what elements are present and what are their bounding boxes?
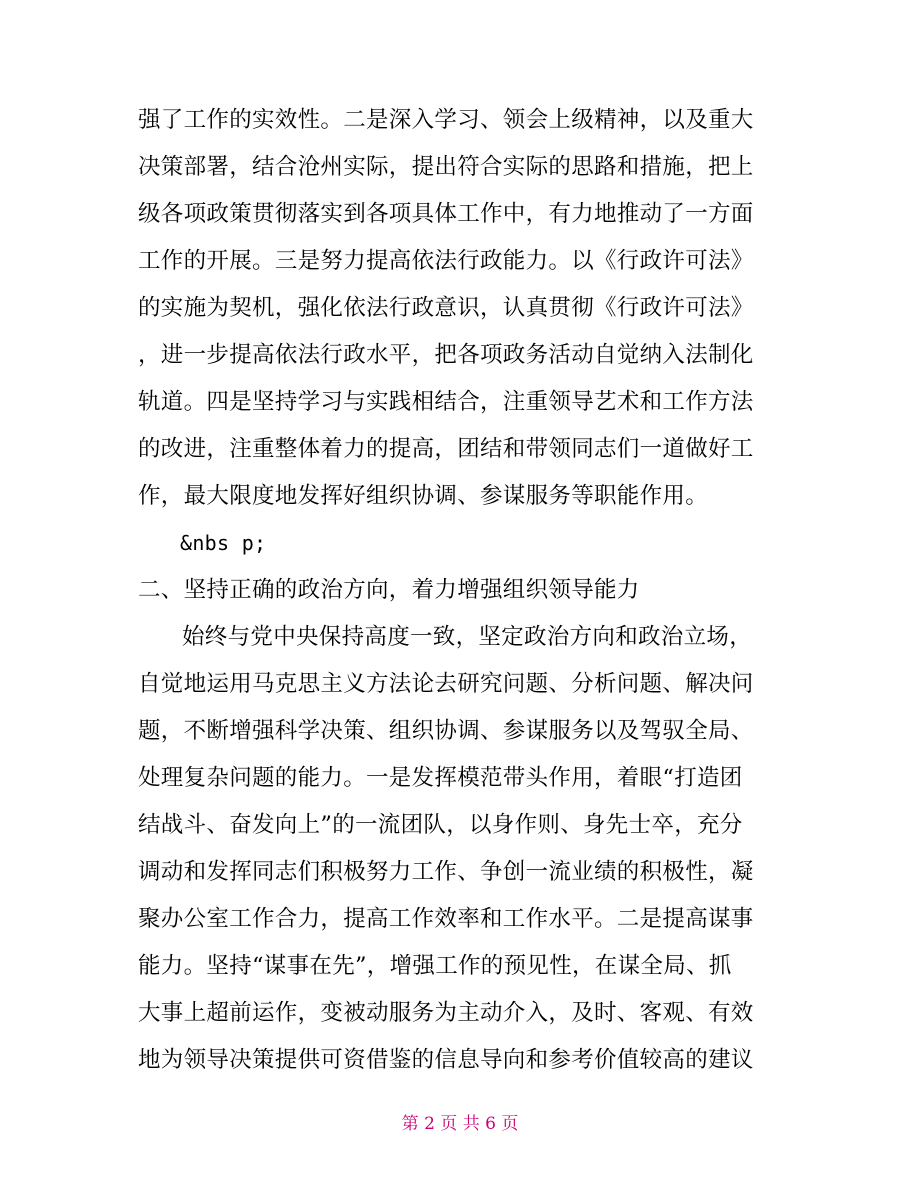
paragraph-line: 大事上超前运作，变被动服务为主动介入，及时、客观、有效 [138, 1000, 754, 1026]
paragraph-line: 始终与党中央保持高度一致，坚定政治方向和政治立场， [182, 624, 753, 650]
paragraph-line: ，进一步提高依法行政水平，把各项政务活动自觉纳入法制化 [138, 342, 754, 368]
paragraph-line: 级各项政策贯彻落实到各项具体工作中，有力地推动了一方面 [138, 201, 754, 227]
paragraph-line: 的改进，注重整体着力的提高，团结和带领同志们一道做好工 [138, 436, 754, 462]
paragraph-line: 结战斗、奋发向上”的一流团队，以身作则、身先士卒，充分 [138, 812, 743, 838]
paragraph-line: 决策部署，结合沧州实际，提出符合实际的思路和措施，把上 [138, 154, 754, 180]
page-number-footer: 第 2 页 共 6 页 [401, 1114, 519, 1134]
paragraph-line: 强了工作的实效性。二是深入学习、领会上级精神，以及重大 [138, 107, 754, 133]
paragraph-line: 自觉地运用马克思主义方法论去研究问题、分析问题、解决问 [138, 671, 754, 697]
paragraph-line: 轨道。四是坚持学习与实践相结合，注重领导艺术和工作方法 [138, 389, 754, 415]
paragraph-line: 能力。坚持“谋事在先”，增强工作的预见性，在谋全局、抓 [138, 953, 732, 979]
paragraph-line: 作，最大限度地发挥好组织协调、参谋服务等职能作用。 [138, 483, 709, 509]
stray-entity-text: &nbs p; [180, 531, 267, 555]
paragraph-line: 调动和发挥同志们积极努力工作、争创一流业绩的积极性，凝 [138, 859, 754, 885]
paragraph-line: 处理复杂问题的能力。一是发挥模范带头作用，着眼“打造团 [138, 765, 743, 791]
paragraph-line: 聚办公室工作合力，提高工作效率和工作水平。二是提高谋事 [138, 906, 754, 932]
paragraph-line: 题，不断增强科学决策、组织协调、参谋服务以及驾驭全局、 [138, 718, 754, 744]
paragraph-line: 的实施为契机，强化依法行政意识，认真贯彻《行政许可法》 [138, 295, 754, 321]
paragraph-line: 地为领导决策提供可资借鉴的信息导向和参考价值较高的建议 [138, 1047, 754, 1073]
paragraph-line: 工作的开展。三是努力提高依法行政能力。以《行政许可法》 [138, 248, 754, 274]
section-heading: 二、坚持正确的政治方向，着力增强组织领导能力 [138, 577, 640, 603]
